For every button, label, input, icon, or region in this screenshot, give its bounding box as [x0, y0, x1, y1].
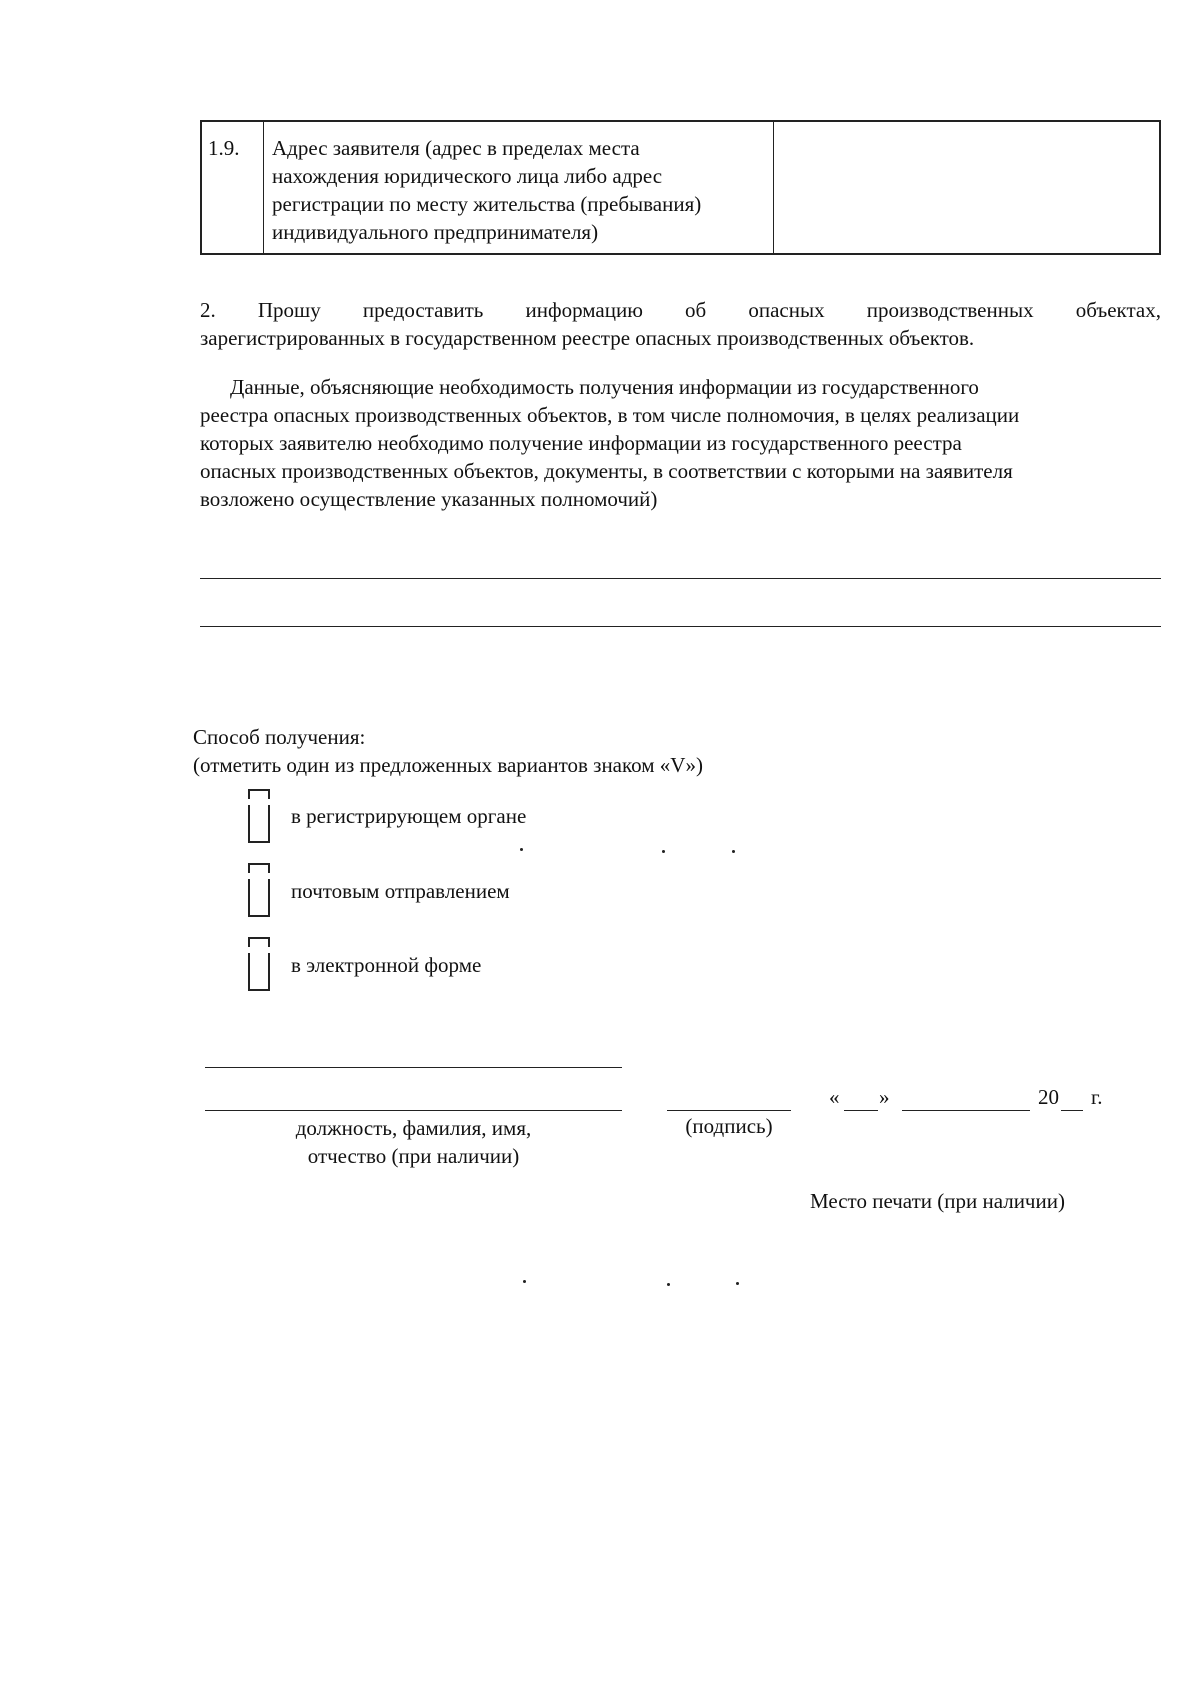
- scan-speck: [667, 1283, 670, 1286]
- word: производственных: [866, 298, 1034, 322]
- word: информацию: [525, 298, 643, 322]
- receipt-option-checkbox[interactable]: [248, 863, 270, 917]
- row-number: 1.9.: [202, 122, 264, 253]
- scan-speck: [520, 848, 523, 851]
- row-label-line: нахождения юридического лица либо адрес: [272, 164, 663, 188]
- position-line-upper[interactable]: [205, 1067, 622, 1068]
- position-caption-line: должность, фамилия, имя,: [295, 1116, 532, 1140]
- date-year-prefix: 20: [1038, 1085, 1059, 1109]
- receipt-option-label: в электронной форме: [291, 953, 482, 977]
- word: 2.: [200, 298, 216, 322]
- checkbox-box: [248, 879, 270, 917]
- row-label: [264, 122, 774, 253]
- explanation-paragraph: [200, 373, 1161, 513]
- checkbox-top: [248, 937, 270, 947]
- scan-speck: [523, 1280, 526, 1283]
- word: объектах,: [1075, 298, 1161, 322]
- receipt-heading: Способ получения:: [193, 725, 366, 749]
- scan-speck: [736, 1282, 739, 1285]
- row-label-line: индивидуального предпринимателя): [272, 220, 599, 244]
- explanation-line: опасных производственных объектов, документы, в соответствии с которыми на заявителя: [200, 459, 1013, 483]
- receipt-option-checkbox[interactable]: [248, 789, 270, 843]
- date-close-quote: »: [879, 1085, 890, 1109]
- position-caption: [205, 1114, 622, 1170]
- section-2-line2: зарегистрированных в государственном реестре опасных производственных объектов.: [200, 326, 975, 350]
- section-2-line1: [200, 296, 1161, 324]
- stamp-caption: Место печати (при наличии): [810, 1189, 1065, 1213]
- explanation-line: реестра опасных производственных объектов, в том числе полномочия, в целях реализации: [200, 403, 1020, 427]
- row-label-line: регистрации по месту жительства (пребывания): [272, 192, 702, 216]
- applicant-address-table: [200, 120, 1161, 255]
- receipt-option-label: в регистрирующем органе: [291, 804, 527, 828]
- checkbox-box: [248, 805, 270, 843]
- date-month-line[interactable]: [902, 1110, 1030, 1111]
- signature-line[interactable]: [667, 1110, 791, 1111]
- receipt-option-label: почтовым отправлением: [291, 879, 510, 903]
- section-2-request: [200, 296, 1161, 352]
- explanation-line: возложено осуществление указанных полномочий): [200, 487, 658, 511]
- explanation-input-line-2[interactable]: [200, 626, 1161, 627]
- position-caption-line: отчество (при наличии): [307, 1144, 520, 1168]
- row-value-field[interactable]: [774, 122, 1159, 253]
- checkbox-box: [248, 953, 270, 991]
- explanation-line: Данные, объясняющие необходимость получения информации из государственного: [230, 375, 979, 399]
- receipt-option-checkbox[interactable]: [248, 937, 270, 991]
- date-open-quote: «: [829, 1085, 840, 1109]
- word: опасных: [748, 298, 825, 322]
- signature-caption: (подпись): [685, 1114, 773, 1138]
- date-year-line[interactable]: [1061, 1110, 1083, 1111]
- scan-speck: [732, 850, 735, 853]
- scan-speck: [662, 850, 665, 853]
- row-label-line: Адрес заявителя (адрес в пределах места: [272, 136, 640, 160]
- checkbox-top: [248, 863, 270, 873]
- word: предоставить: [362, 298, 484, 322]
- explanation-line: которых заявителю необходимо получение информации из государственного реестра: [200, 431, 962, 455]
- word: об: [685, 298, 707, 322]
- date-day-line[interactable]: [844, 1110, 878, 1111]
- position-line-lower[interactable]: [205, 1110, 622, 1111]
- word: Прошу: [257, 298, 321, 322]
- explanation-input-line-1[interactable]: [200, 578, 1161, 579]
- checkbox-top: [248, 789, 270, 799]
- date-year-suffix: г.: [1091, 1085, 1103, 1109]
- receipt-instruction: (отметить один из предложенных вариантов знаком «V»): [193, 753, 703, 777]
